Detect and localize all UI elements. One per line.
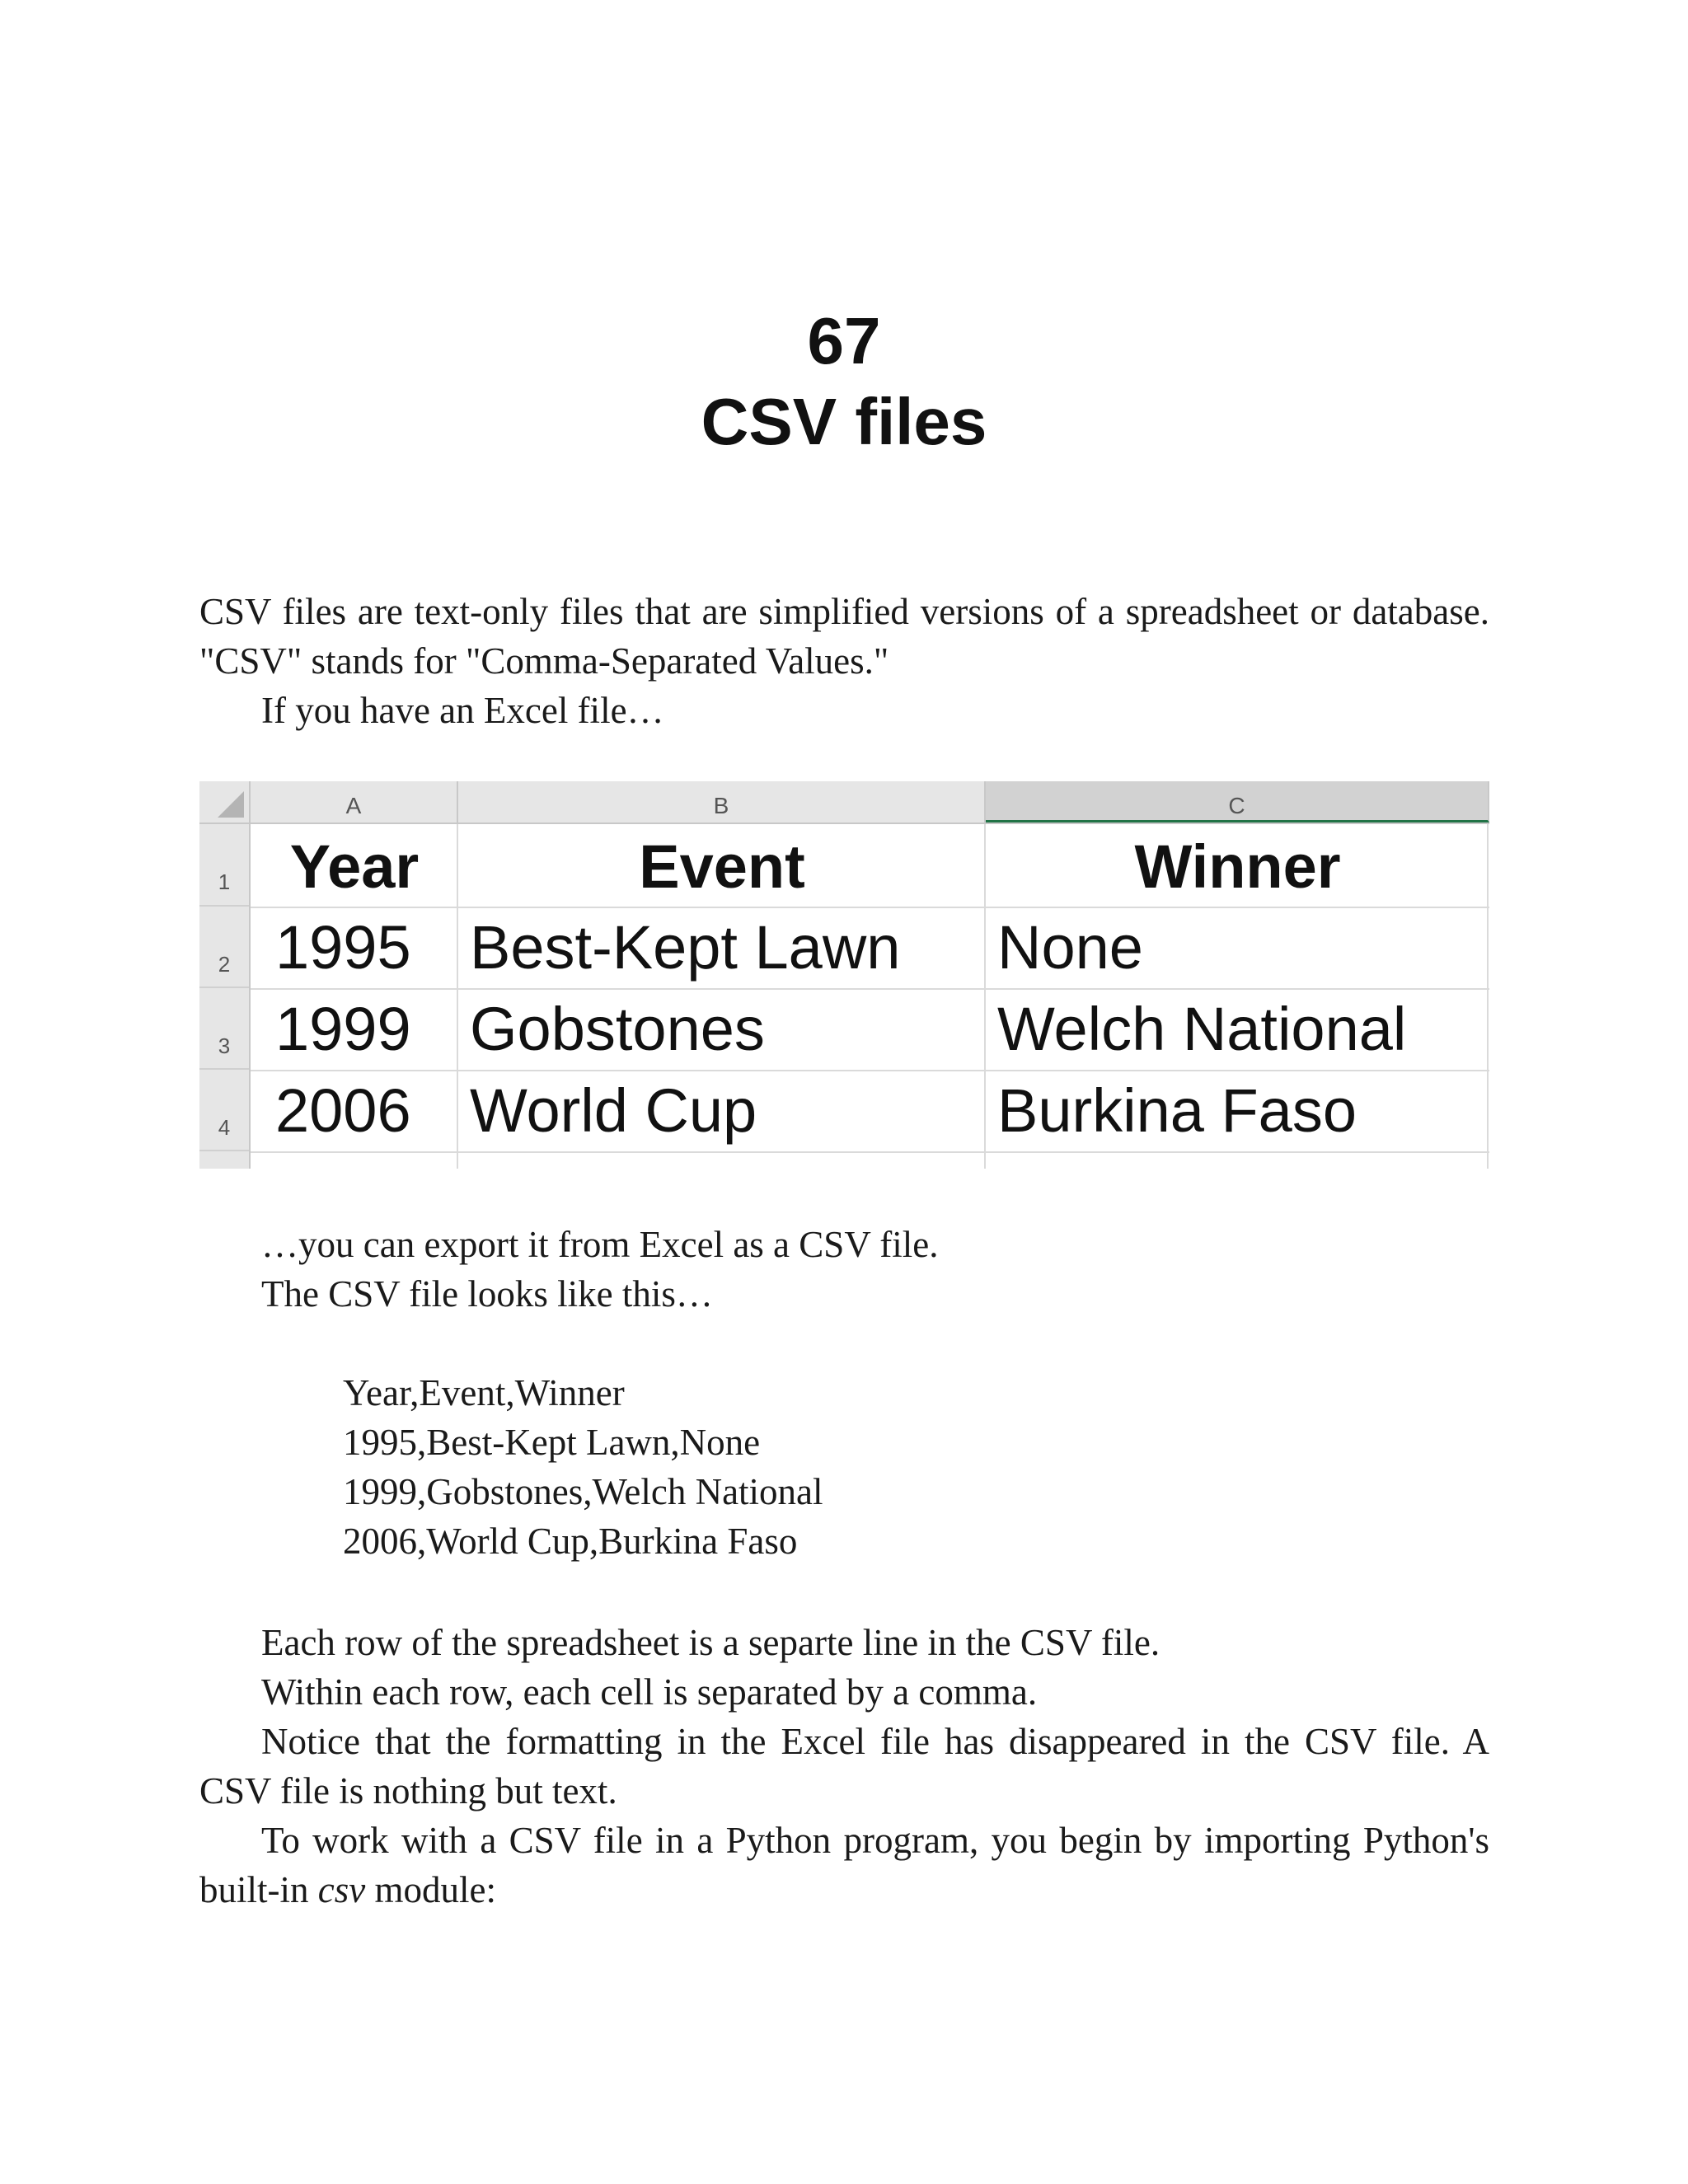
notes-block: [199, 1618, 1489, 1915]
csv-line: 1999,Gobstones,Welch National: [343, 1471, 823, 1512]
row-header-3: 3: [199, 988, 249, 1070]
cell-header-winner: Winner: [1134, 832, 1341, 901]
column-header-bar: [199, 781, 1489, 824]
gridline: [251, 1151, 1489, 1153]
csv-sample-block: [343, 1368, 823, 1566]
intro-paragraph: CSV files are text-only files that are simplified versions of a spreadsheet or database. "CSV" stands for "Comma-Separated Values.": [199, 591, 1489, 682]
intro-excel-lead: If you have an Excel file…: [261, 690, 664, 731]
cell-year: 1999: [275, 995, 411, 1063]
csv-line: 1995,Best-Kept Lawn,None: [343, 1422, 761, 1463]
export-block: [199, 1220, 1489, 1319]
notes-paragraph-import: [199, 1816, 1489, 1915]
row-header-1: 1: [199, 824, 249, 907]
cell-event: Best-Kept Lawn: [470, 913, 901, 982]
import-text-end: module:: [365, 1869, 496, 1910]
select-all-triangle-icon: [218, 791, 244, 818]
row-header-2: 2: [199, 907, 249, 988]
cell-event: World Cup: [470, 1076, 757, 1145]
chapter-heading: [0, 301, 1688, 462]
csv-module-name: csv: [317, 1869, 366, 1910]
notes-paragraph: Each row of the spreadsheet is a separte line in the CSV file.: [261, 1622, 1160, 1663]
cell-year: 1995: [275, 913, 411, 982]
cell-header-event: Event: [639, 832, 805, 901]
intro-block: [199, 587, 1489, 735]
column-header-b: B: [458, 781, 986, 823]
csv-line: 2006,World Cup,Burkina Faso: [343, 1521, 798, 1562]
column-header-a: A: [251, 781, 458, 823]
notes-paragraph: Within each row, each cell is separated by a comma.: [261, 1671, 1038, 1713]
cell-winner: None: [997, 913, 1143, 982]
excel-spreadsheet-image: [199, 781, 1489, 1169]
csv-lead-paragraph: The CSV file looks like this…: [261, 1273, 713, 1315]
import-text: To work with a CSV file in a Python program, you begin by importing Python's built-in: [199, 1820, 1489, 1910]
row-header-4: 4: [199, 1070, 249, 1151]
cell-event: Gobstones: [470, 995, 765, 1063]
csv-line: Year,Event,Winner: [343, 1372, 625, 1413]
cell-winner: Welch National: [997, 995, 1407, 1063]
row-header-bar: [199, 824, 251, 1169]
export-paragraph: …you can export it from Excel as a CSV file.: [261, 1224, 939, 1265]
column-header-c: C: [986, 781, 1489, 823]
cell-header-year: Year: [289, 832, 420, 901]
cell-winner: Burkina Faso: [997, 1076, 1357, 1145]
chapter-number: 67: [807, 304, 881, 377]
cell-year: 2006: [275, 1076, 411, 1145]
chapter-title: CSV files: [701, 385, 987, 458]
select-all-corner: [199, 781, 251, 823]
notes-paragraph: Notice that the formatting in the Excel file has disappeared in the CSV file. A CSV file is nothing but text.: [199, 1721, 1489, 1811]
